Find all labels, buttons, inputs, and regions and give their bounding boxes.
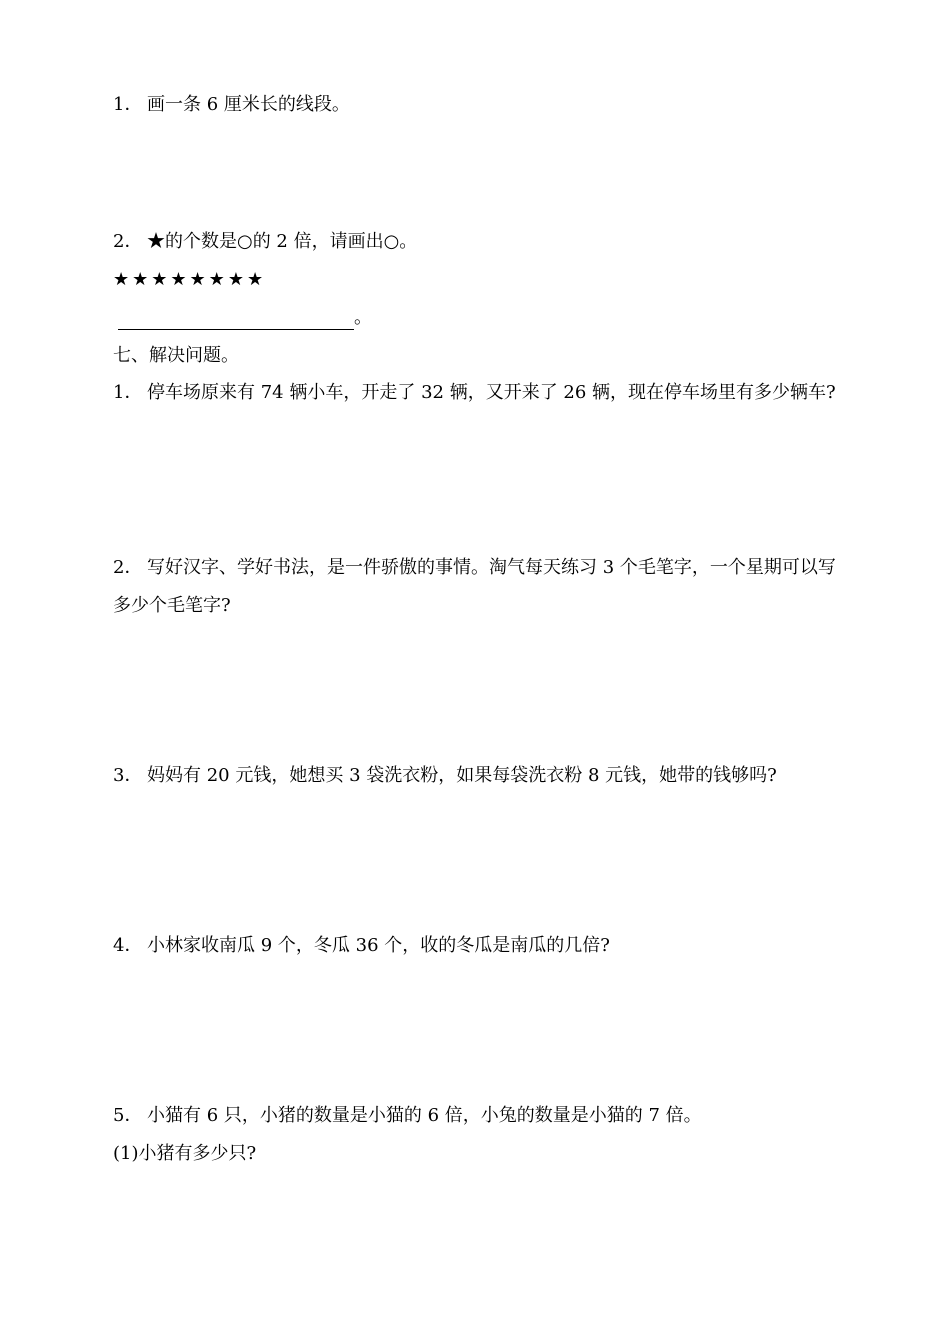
question-7-3 <box>113 764 777 788</box>
blank-end-mark: 。 <box>354 307 372 328</box>
question-text: 妈妈有 20 元钱，她想买 3 袋洗衣粉，如果每袋洗衣粉 8 元钱，她带的钱够吗? <box>147 765 777 786</box>
question-number: 5． <box>113 1105 143 1126</box>
question-number: 2． <box>113 231 143 252</box>
question-text: 画一条 6 厘米长的线段。 <box>147 94 350 115</box>
question-number: 4． <box>113 935 143 956</box>
question-7-5-sub-1: (1)小猪有多少只? <box>113 1143 257 1164</box>
answer-blank-line <box>112 306 372 330</box>
question-7-5 <box>113 1104 702 1128</box>
question-number: 3． <box>113 765 143 786</box>
question-text: 小猫有 6 只，小猪的数量是小猫的 6 倍，小兔的数量是小猫的 7 倍。 <box>147 1105 702 1126</box>
question-7-4 <box>113 934 610 958</box>
question-7-1 <box>113 374 843 412</box>
question-text: 写好汉字、学好书法，是一件骄傲的事情。淘气每天练习 3 个毛笔字，一个星期可以写多少个毛笔字? <box>113 557 836 616</box>
question-number: 1． <box>113 382 143 403</box>
question-number: 2． <box>113 557 143 578</box>
question-text: 停车场原来有 74 辆小车，开走了 32 辆，又开来了 26 辆，现在停车场里有多少辆车? <box>147 382 836 403</box>
question-7-2 <box>113 549 843 625</box>
question-text: ★的个数是○的 2 倍，请画出○。 <box>147 231 418 252</box>
section-7-heading: 七、解决问题。 <box>113 345 239 366</box>
blank-underline[interactable] <box>118 309 354 330</box>
question-6-2 <box>113 230 417 254</box>
question-text: 小林家收南瓜 9 个，冬瓜 36 个，收的冬瓜是南瓜的几倍? <box>147 935 610 956</box>
question-6-1 <box>113 93 350 117</box>
star-row: ★★★★★★★★ <box>113 269 267 290</box>
question-number: 1． <box>113 94 143 115</box>
